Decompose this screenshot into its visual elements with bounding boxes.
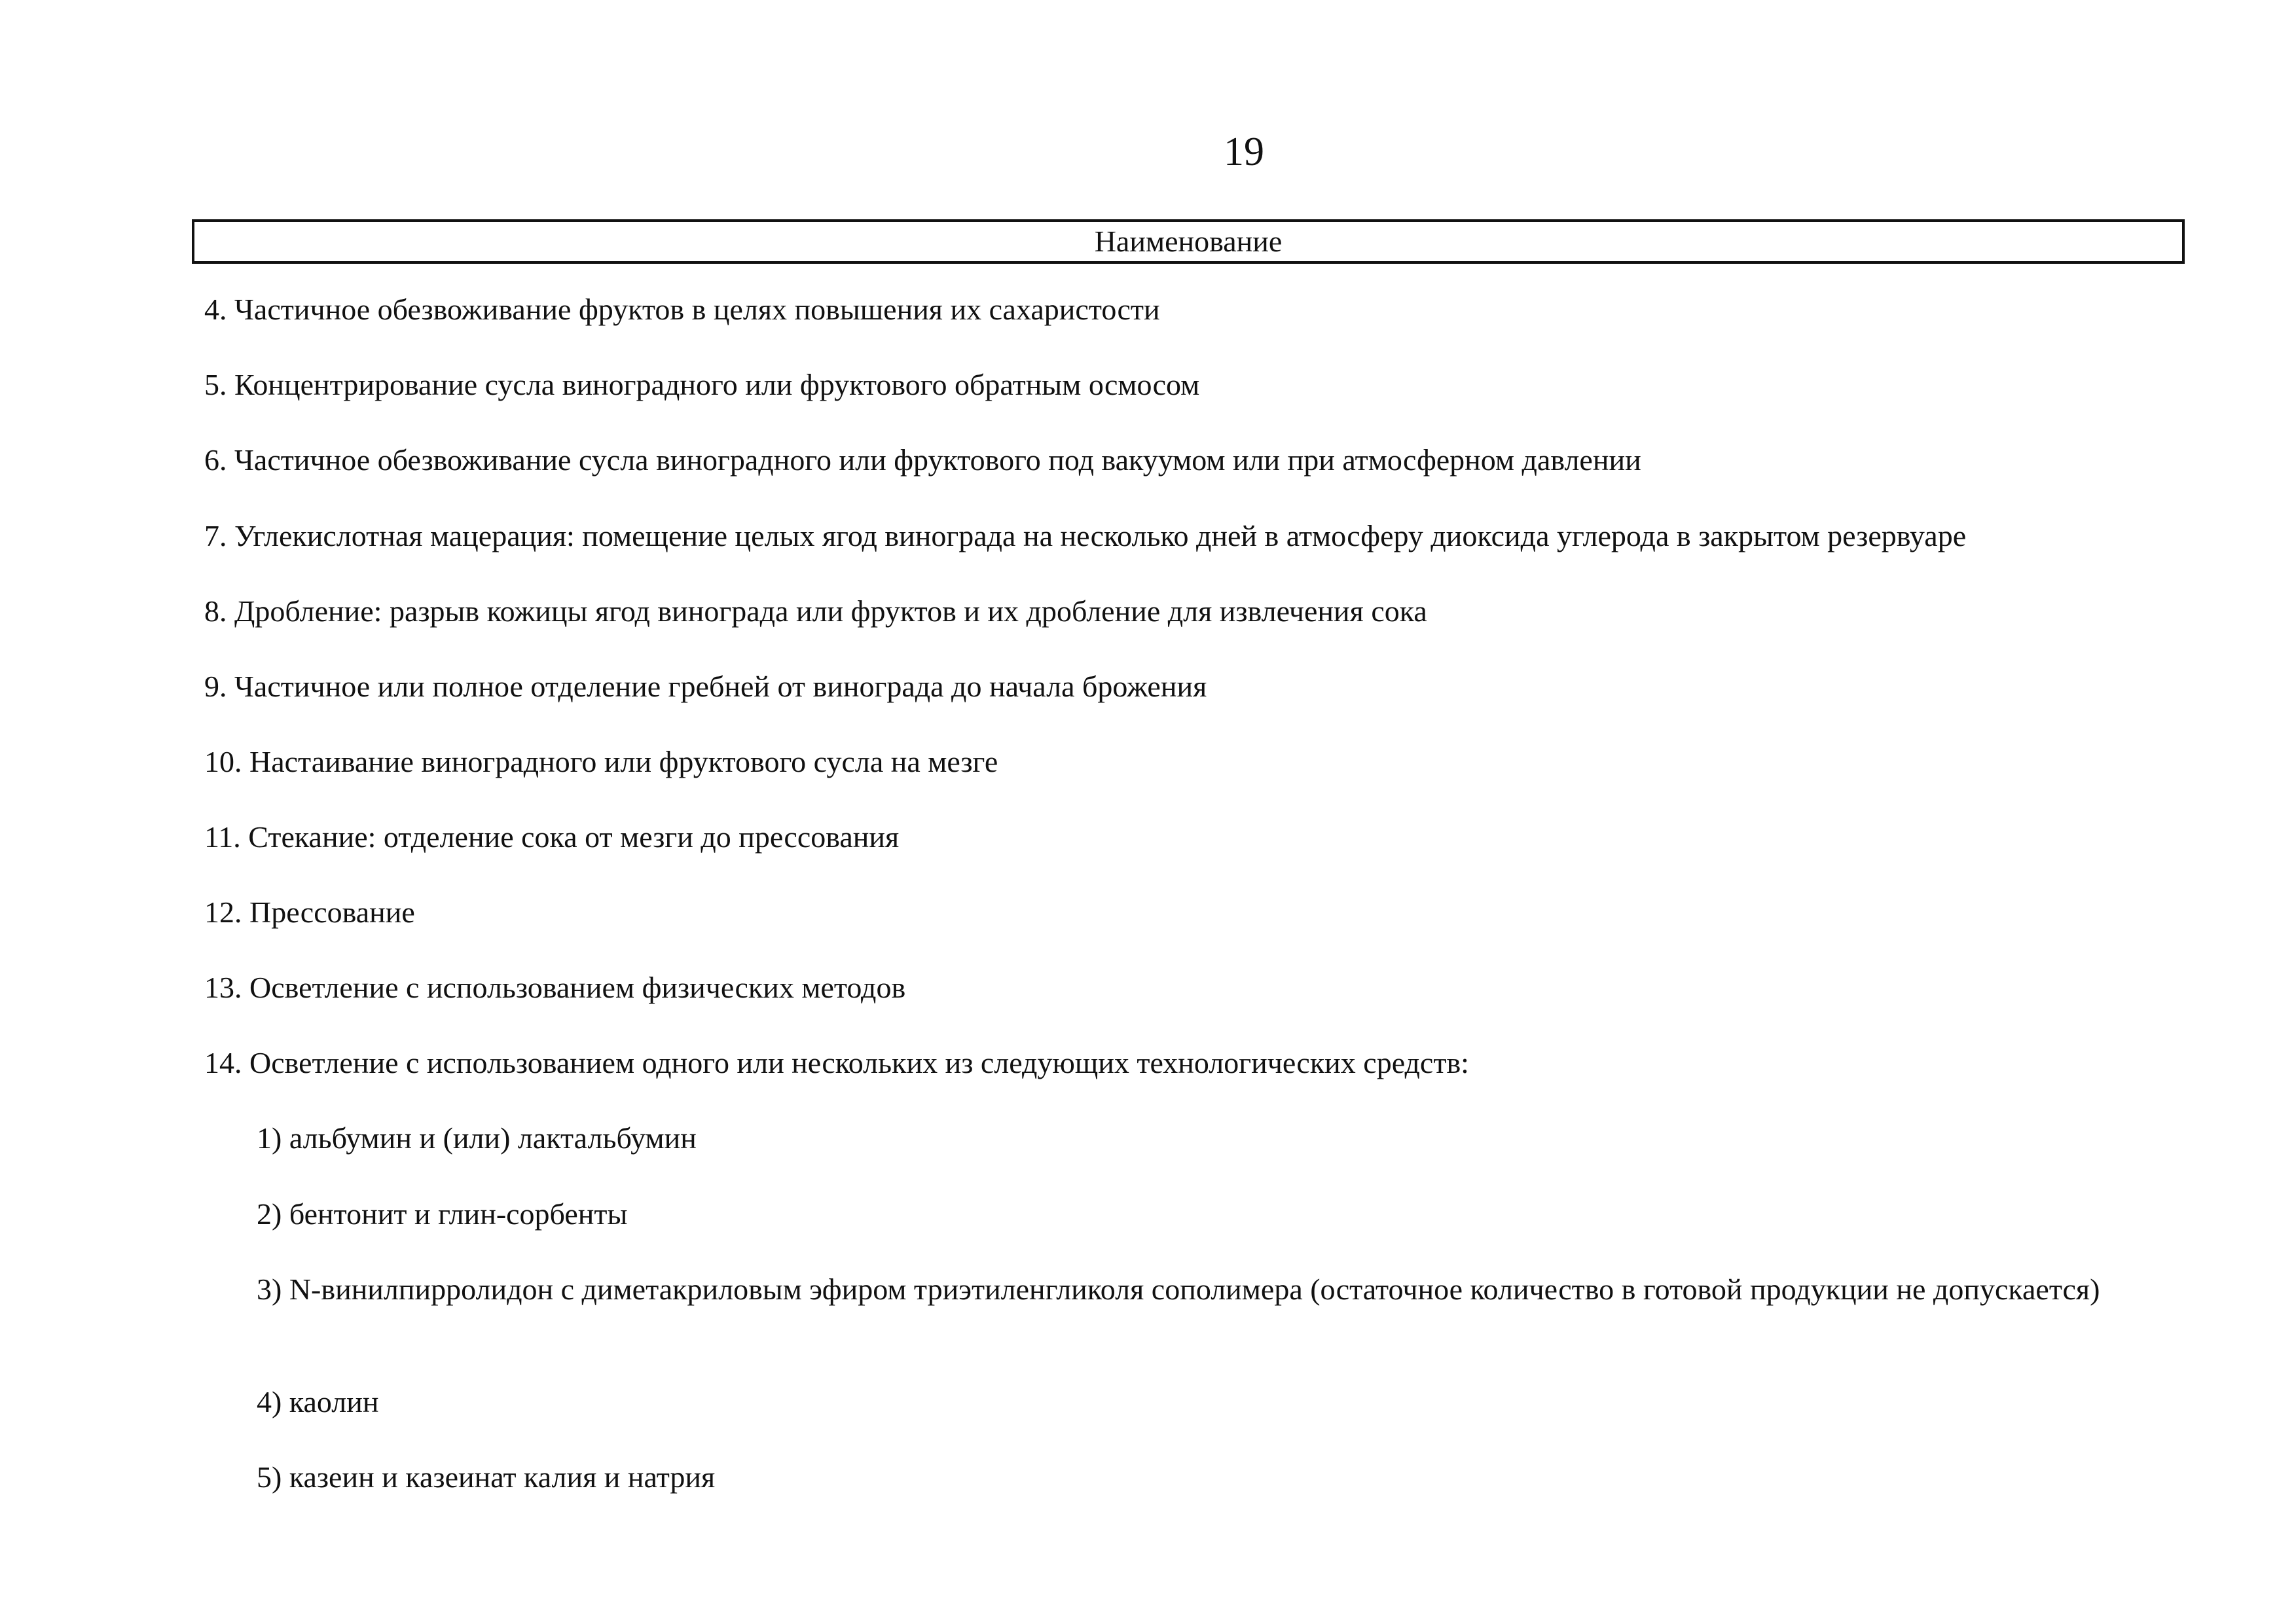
list-item: 14. Осветление с использованием одного или нескольких из следующих технологических средств:: [204, 1046, 1469, 1079]
list-item: 5. Концентрирование сусла виноградного или фруктового обратным осмосом: [204, 368, 1200, 401]
sub-list-item: 3) N-винилпирролидон с диметакриловым эфиром триэтиленгликоля сополимера (остаточное количество в готовой продукции не допускается): [257, 1272, 2100, 1306]
page-number: 19: [1224, 130, 1264, 174]
sub-list-item: 2) бентонит и глин-сорбенты: [257, 1197, 628, 1231]
list-item: 10. Настаивание виноградного или фруктового сусла на мезге: [204, 745, 998, 778]
sub-list-item: 1) альбумин и (или) лактальбумин: [257, 1121, 697, 1155]
list-item: 7. Углекислотная мацерация: помещение целых ягод винограда на несколько дней в атмосферу диоксида углерода в закрытом резервуаре: [204, 519, 1967, 552]
list-item: 8. Дробление: разрыв кожицы ягод винограда или фруктов и их дробление для извлечения сока: [204, 594, 1427, 628]
table-header: [192, 219, 2185, 264]
sub-list-item: 5) казеин и казеинат калия и натрия: [257, 1460, 716, 1494]
table-header-label: Наименование: [1094, 225, 1283, 258]
list-item: 6. Частичное обезвоживание сусла виноградного или фруктового под вакуумом или при атмосферном давлении: [204, 443, 1641, 477]
sub-list-item: 4) каолин: [257, 1385, 379, 1418]
list-item: 4. Частичное обезвоживание фруктов в целях повышения их сахаристости: [204, 293, 1160, 326]
list-item: 13. Осветление с использованием физических методов: [204, 971, 906, 1004]
list-item: 9. Частичное или полное отделение гребней от винограда до начала брожения: [204, 670, 1207, 703]
list-item: 11. Стекание: отделение сока от мезги до прессования: [204, 820, 900, 854]
list-item: 12. Прессование: [204, 895, 415, 929]
